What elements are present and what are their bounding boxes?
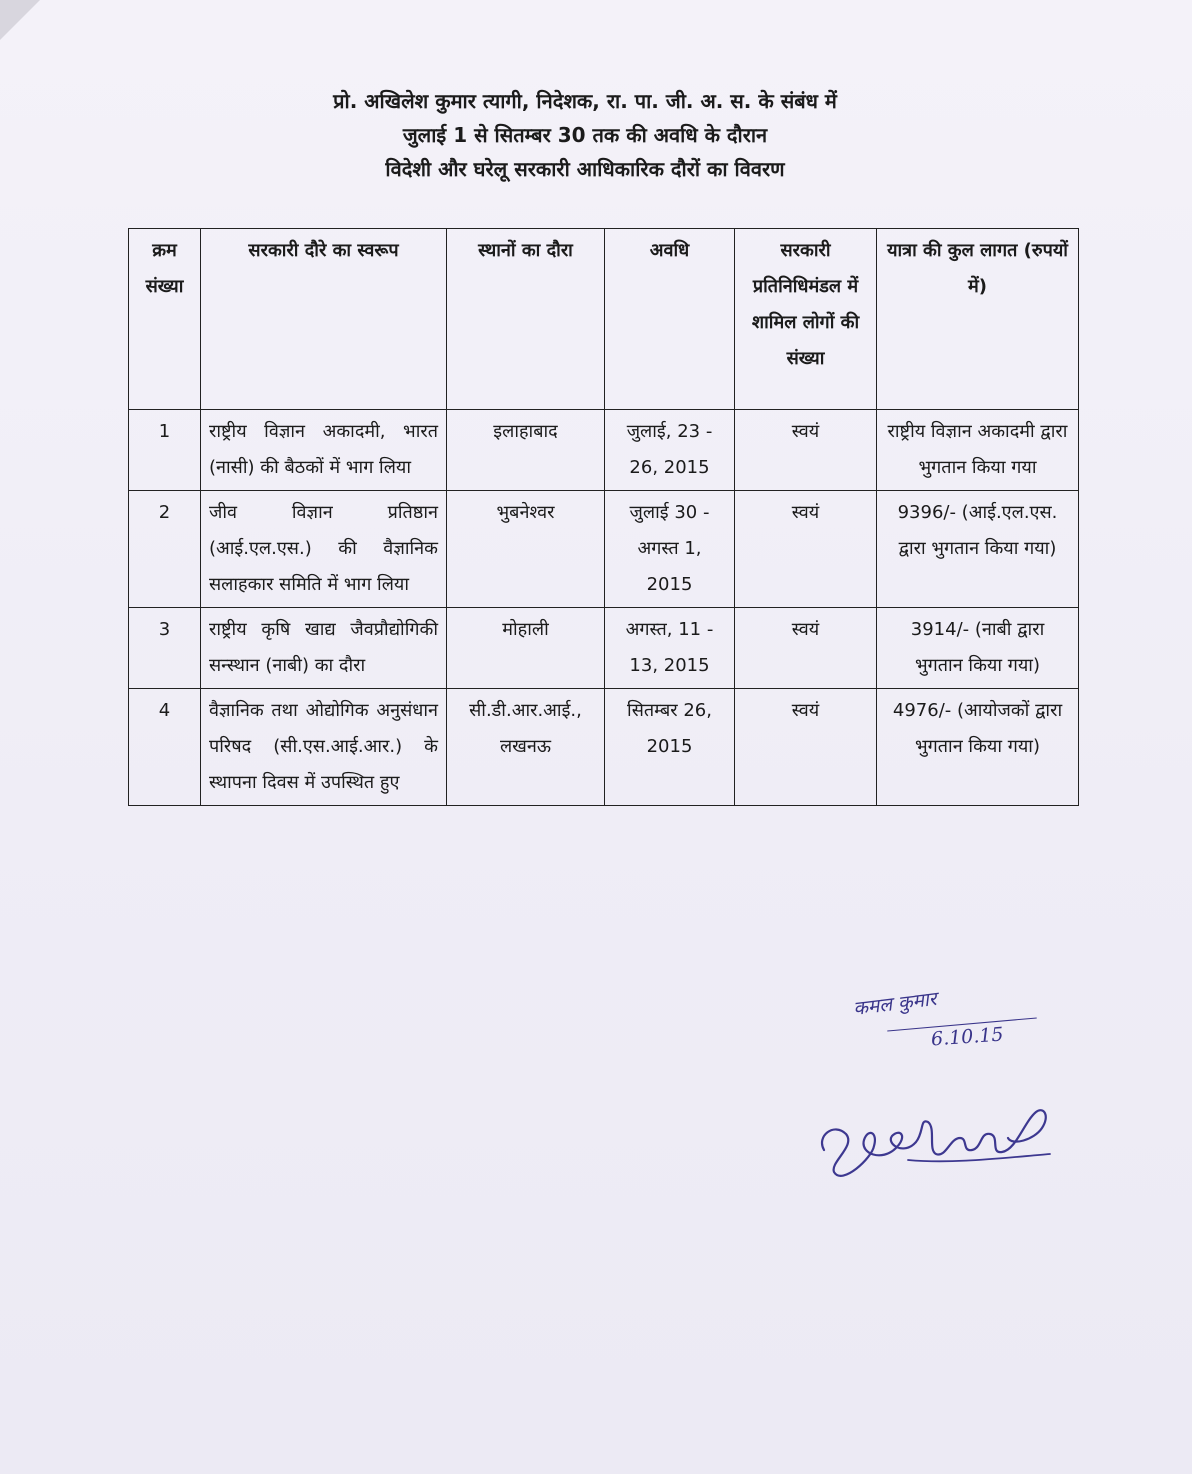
cell-cost: 9396/- (आई.एल.एस. द्वारा भुगतान किया गया) [877,491,1079,608]
header-serial: क्रम संख्या [129,229,201,410]
cell-places: मोहाली [447,608,605,689]
tours-table [128,228,1079,806]
cell-period: अगस्त, 11 - 13, 2015 [605,608,735,689]
table-row [129,608,1079,689]
header-members: सरकारी प्रतिनिधिमंडल में शामिल लोगों की संख्या [735,229,877,410]
table-header-row [129,229,1079,410]
cell-members: स्वयं [735,410,877,491]
cell-cost: 3914/- (नाबी द्वारा भुगतान किया गया) [877,608,1079,689]
cell-serial: 1 [129,410,201,491]
title-line-2: जुलाई 1 से सितम्बर 30 तक की अवधि के दौरान [402,123,768,147]
document-title [180,84,990,186]
cell-places: भुबनेश्वर [447,491,605,608]
cell-period: सितम्बर 26, 2015 [605,689,735,806]
cell-nature: राष्ट्रीय कृषि खाद्य जैवप्रौद्योगिकी सन्स्थान (नाबी) का दौरा [201,608,447,689]
header-period: अवधि [605,229,735,410]
handwritten-initials [845,988,1045,1058]
handwritten-date: 6.10.15 [930,1023,1005,1051]
cell-places: इलाहाबाद [447,410,605,491]
cell-nature: जीव विज्ञान प्रतिष्ठान (आई.एल.एस.) की वैज्ञानिक सलाहकार समिति में भाग लिया [201,491,447,608]
cell-cost: 4976/- (आयोजकों द्वारा भुगतान किया गया) [877,689,1079,806]
cell-nature: राष्ट्रीय विज्ञान अकादमी, भारत (नासी) की बैठकों में भाग लिया [201,410,447,491]
title-line-3: विदेशी और घरेलू सरकारी आधिकारिक दौरों का विवरण [385,157,785,181]
table-row [129,689,1079,806]
signature [812,1088,1062,1198]
title-line-1: प्रो. अखिलेश कुमार त्यागी, निदेशक, रा. पा. जी. अ. स. के संबंध में [333,89,837,113]
header-nature: सरकारी दौरे का स्वरूप [201,229,447,410]
cell-cost: राष्ट्रीय विज्ञान अकादमी द्वारा भुगतान किया गया [877,410,1079,491]
table-row [129,410,1079,491]
cell-members: स्वयं [735,608,877,689]
handwritten-name: कमल कुमार [852,987,938,1021]
folded-corner [0,0,40,40]
cell-members: स्वयं [735,689,877,806]
cell-members: स्वयं [735,491,877,608]
cell-period: जुलाई 30 - अगस्त 1, 2015 [605,491,735,608]
header-cost: यात्रा की कुल लागत (रुपयों में) [877,229,1079,410]
cell-places: सी.डी.आर.आई., लखनऊ [447,689,605,806]
signature-scribble [812,1088,1062,1198]
cell-nature: वैज्ञानिक तथा ओद्योगिक अनुसंधान परिषद (सी.एस.आई.आर.) के स्थापना दिवस में उपस्थित हुए [201,689,447,806]
cell-period: जुलाई, 23 - 26, 2015 [605,410,735,491]
header-places: स्थानों का दौरा [447,229,605,410]
table-row [129,491,1079,608]
cell-serial: 4 [129,689,201,806]
cell-serial: 2 [129,491,201,608]
cell-serial: 3 [129,608,201,689]
